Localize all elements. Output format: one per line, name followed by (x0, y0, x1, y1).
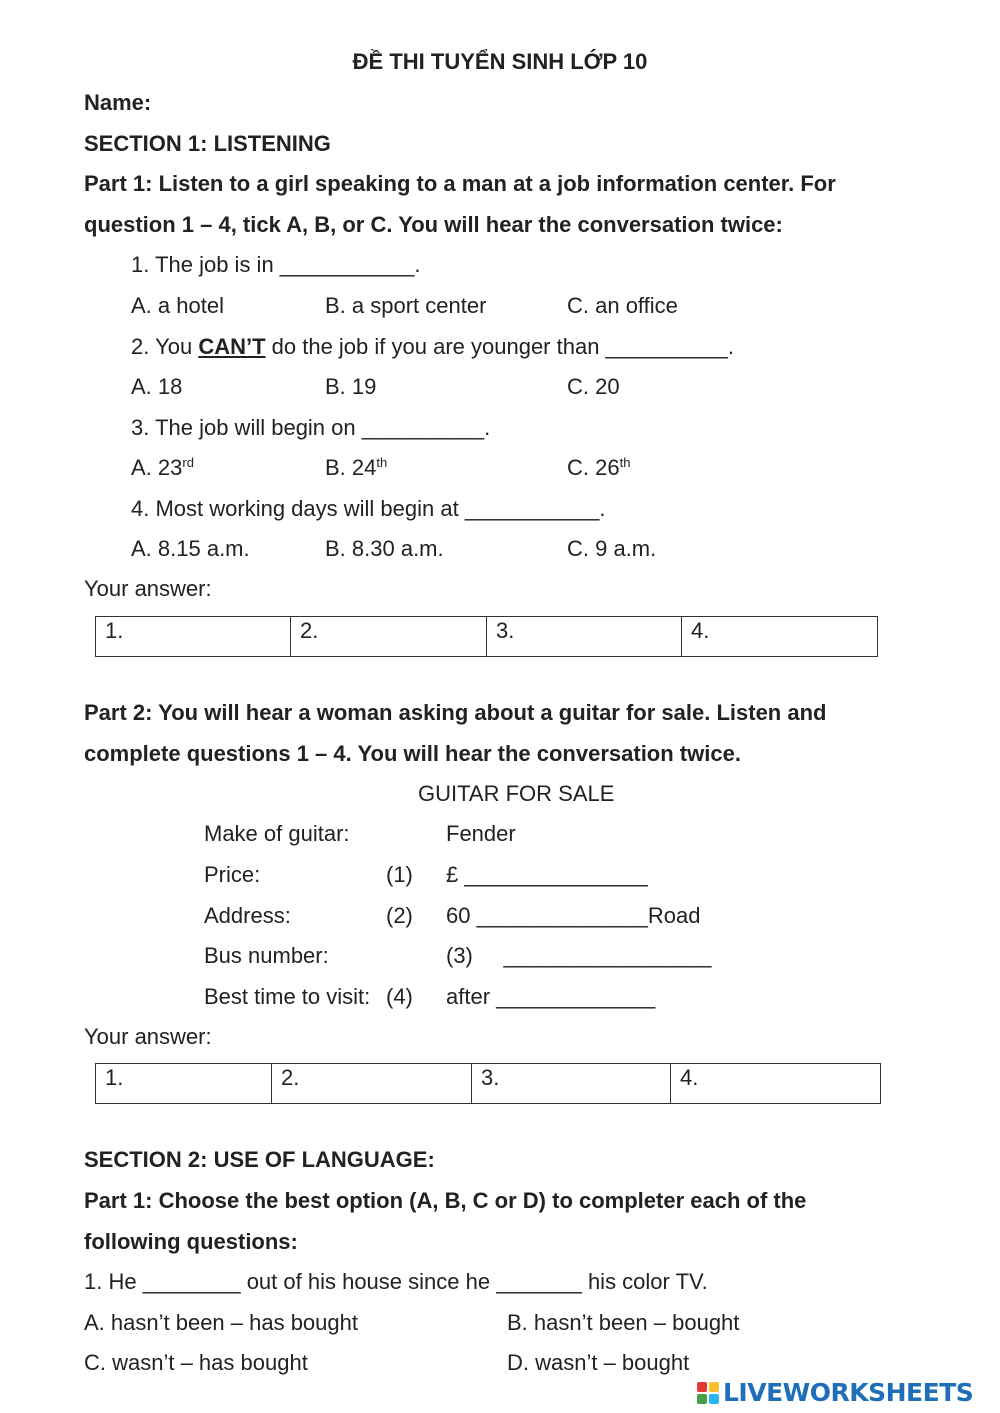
s2-q1-option-c[interactable]: C. wasn’t – has bought (84, 1350, 308, 1375)
form-row-make-value: Fender (446, 821, 516, 846)
part2-answer-table (95, 1063, 881, 1104)
q4-option-b[interactable]: B. 8.30 a.m. (325, 536, 444, 561)
part1-answer-cell-1[interactable]: 1. (96, 617, 291, 657)
q2-option-b[interactable]: B. 19 (325, 374, 377, 399)
question-2-emphasis: CAN’T (198, 334, 266, 359)
part2-instructions-line1: Part 2: You will hear a woman asking about a guitar for sale. Listen and (84, 700, 827, 725)
form-row-bus-label: Bus number: (204, 943, 329, 968)
q3-option-a[interactable]: A. 23rd (131, 455, 194, 480)
s2-q1-option-a[interactable]: A. hasn’t been – has bought (84, 1310, 358, 1335)
part1-instructions-line2: question 1 – 4, tick A, B, or C. You will hear the conversation twice: (84, 212, 783, 237)
liveworksheets-watermark-text: LIVEWORKSHEETS (723, 1378, 974, 1407)
form-row-bus-blank[interactable]: (3) _________________ (446, 943, 712, 968)
q1-option-b[interactable]: B. a sport center (325, 293, 487, 318)
question-4-text: 4. Most working days will begin at ___________. (131, 496, 606, 521)
part2-answer-cell-3[interactable]: 3. (472, 1064, 671, 1104)
form-row-time-number: (4) (386, 984, 413, 1009)
s2-q1-option-b[interactable]: B. hasn’t been – bought (507, 1310, 740, 1335)
page-title: ĐỀ THI TUYỂN SINH LỚP 10 (352, 49, 648, 74)
s2-q1-option-d[interactable]: D. wasn’t – bought (507, 1350, 690, 1375)
q3-option-b[interactable]: B. 24th (325, 455, 388, 480)
q3-option-c[interactable]: C. 26th (567, 455, 631, 480)
q4-option-a[interactable]: A. 8.15 a.m. (131, 536, 250, 561)
part1-answer-cell-2[interactable]: 2. (291, 617, 487, 657)
part2-instructions-line2: complete questions 1 – 4. You will hear the conversation twice. (84, 741, 741, 766)
part2-answer-cell-2[interactable]: 2. (272, 1064, 472, 1104)
question-1-text: 1. The job is in ___________. (131, 252, 421, 277)
question-2-post: do the job if you are younger than __________. (265, 334, 735, 359)
form-row-price-blank[interactable]: £ _______________ (446, 862, 648, 887)
q4-option-c[interactable]: C. 9 a.m. (567, 536, 657, 561)
name-label: Name: (84, 90, 152, 115)
form-row-price-number: (1) (386, 862, 413, 887)
part1-answer-cell-3[interactable]: 3. (487, 617, 682, 657)
part1-instructions-line1: Part 1: Listen to a girl speaking to a man at a job information center. For (84, 171, 836, 196)
section2-part1-instructions-line2: following questions: (84, 1229, 298, 1254)
question-2-pre: 2. You (131, 334, 199, 359)
part2-answer-cell-1[interactable]: 1. (96, 1064, 272, 1104)
q1-option-a[interactable]: A. a hotel (131, 293, 224, 318)
q2-option-c[interactable]: C. 20 (567, 374, 620, 399)
question-2-text (131, 336, 734, 358)
form-row-make-label: Make of guitar: (204, 821, 350, 846)
form-row-address-blank[interactable]: 60 ______________Road (446, 903, 701, 928)
part1-answer-label: Your answer: (84, 576, 212, 601)
section2-heading: SECTION 2: USE OF LANGUAGE: (84, 1147, 435, 1172)
section1-heading: SECTION 1: LISTENING (84, 131, 331, 156)
section2-part1-instructions-line1: Part 1: Choose the best option (A, B, C or D) to completer each of the (84, 1188, 807, 1213)
form-row-time-label: Best time to visit: (204, 984, 371, 1009)
q1-option-c[interactable]: C. an office (567, 293, 678, 318)
part1-answer-cell-4[interactable]: 4. (682, 617, 878, 657)
liveworksheets-logo (697, 1378, 973, 1407)
form-row-time-blank[interactable]: after _____________ (446, 984, 656, 1009)
q2-option-a[interactable]: A. 18 (131, 374, 183, 399)
form-row-address-label: Address: (204, 903, 291, 928)
guitar-form-title: GUITAR FOR SALE (418, 781, 615, 806)
part2-answer-label: Your answer: (84, 1024, 212, 1049)
part1-answer-table (95, 616, 878, 657)
s2-question-1-text: 1. He ________ out of his house since he _______ his color TV. (84, 1269, 708, 1294)
form-row-price-label: Price: (204, 862, 261, 887)
question-3-text: 3. The job will begin on __________. (131, 415, 491, 440)
form-row-address-number: (2) (386, 903, 413, 928)
part2-answer-cell-4[interactable]: 4. (671, 1064, 881, 1104)
liveworksheets-logo-icon (697, 1382, 719, 1404)
